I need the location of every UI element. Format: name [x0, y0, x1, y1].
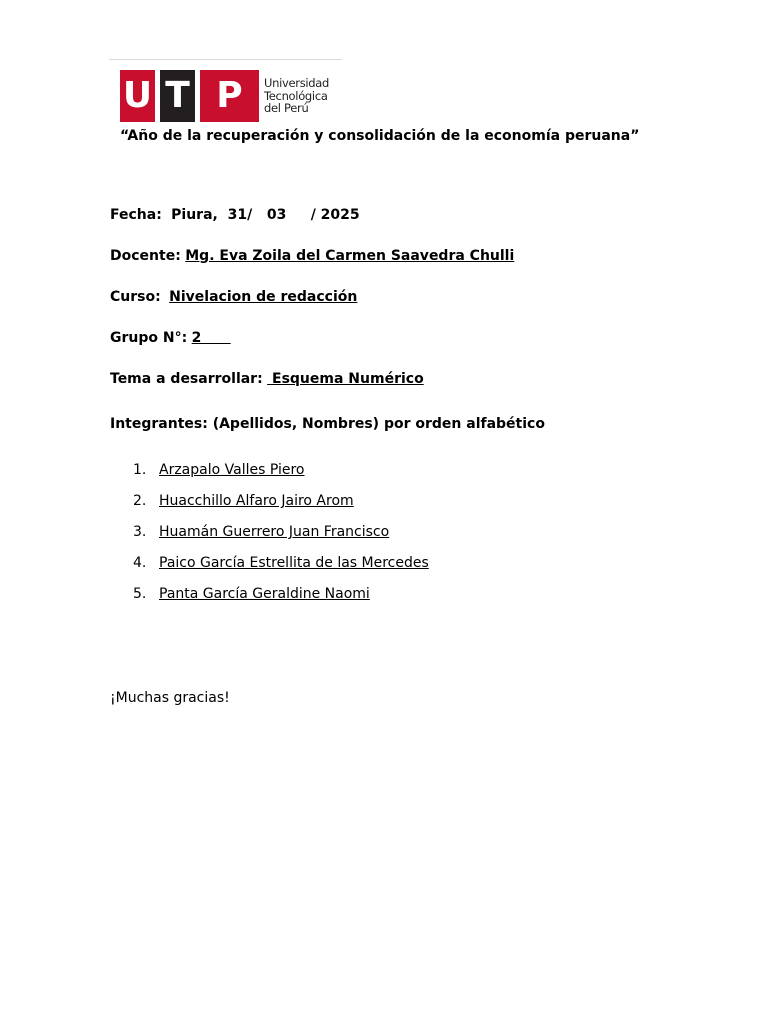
member-name: Arzapalo Valles Piero	[159, 462, 305, 478]
logo-text-line-3: del Perú	[264, 101, 309, 115]
list-item	[130, 462, 429, 493]
list-item-number: 5.	[133, 586, 147, 602]
topic-value: Esquema Numérico	[267, 371, 424, 387]
logo-letter-t-text: T	[165, 75, 190, 116]
teacher-label: Docente:	[110, 248, 181, 264]
member-name: Paico García Estrellita de las Mercedes	[159, 555, 429, 571]
list-item	[130, 524, 429, 555]
date-space-3	[252, 207, 267, 223]
topic-field	[110, 371, 424, 387]
teacher-value: Mg. Eva Zoila del Carmen Saavedra Chulli	[185, 248, 515, 264]
year-motto: “Año de la recuperación y consolidación de la economía peruana”	[120, 128, 640, 144]
members-heading: Integrantes: (Apellidos, Nombres) por orden alfabético	[110, 416, 545, 432]
list-item-number: 4.	[133, 555, 147, 571]
logo-text-line-2: Tecnológica	[264, 88, 328, 103]
course-label: Curso:	[110, 289, 161, 305]
logo-text-line-1: Universidad	[264, 76, 330, 90]
logo-letter-u	[120, 70, 155, 122]
group-field	[110, 330, 231, 346]
list-item	[130, 493, 429, 524]
logo-letter-u-text: U	[122, 75, 153, 116]
closing-text: ¡Muchas gracias!	[110, 690, 230, 706]
date-year: / 2025	[310, 207, 360, 223]
member-name: Huamán Guerrero Juan Francisco	[159, 524, 390, 540]
logo-letter-p	[200, 70, 259, 122]
list-item	[130, 555, 429, 586]
list-item-number: 2.	[133, 493, 147, 509]
topic-label: Tema a desarrollar:	[110, 371, 263, 387]
date-space-2	[218, 207, 228, 223]
date-month: 03	[266, 207, 287, 223]
logo-letter-t	[160, 70, 195, 122]
logo-university-name	[264, 77, 329, 115]
course-value: Nivelacion de redacción	[169, 289, 358, 305]
list-item	[130, 586, 429, 617]
list-item-number: 1.	[133, 462, 147, 478]
date-city: Piura,	[171, 207, 218, 223]
teacher-field	[110, 248, 514, 264]
course-field	[110, 289, 357, 305]
members-list	[130, 462, 429, 617]
group-value: 2	[191, 330, 231, 346]
date-label: Fecha:	[110, 207, 162, 223]
logo-letter-p-text: P	[216, 75, 243, 116]
list-item-number: 3.	[133, 524, 147, 540]
member-name: Huacchillo Alfaro Jairo Arom	[159, 493, 354, 509]
date-space-4	[286, 207, 310, 223]
date-day: 31/	[227, 207, 253, 223]
date-field	[110, 207, 360, 223]
group-label: Grupo N°:	[110, 330, 188, 346]
member-name: Panta García Geraldine Naomi	[159, 586, 370, 602]
utp-logo	[109, 59, 342, 128]
